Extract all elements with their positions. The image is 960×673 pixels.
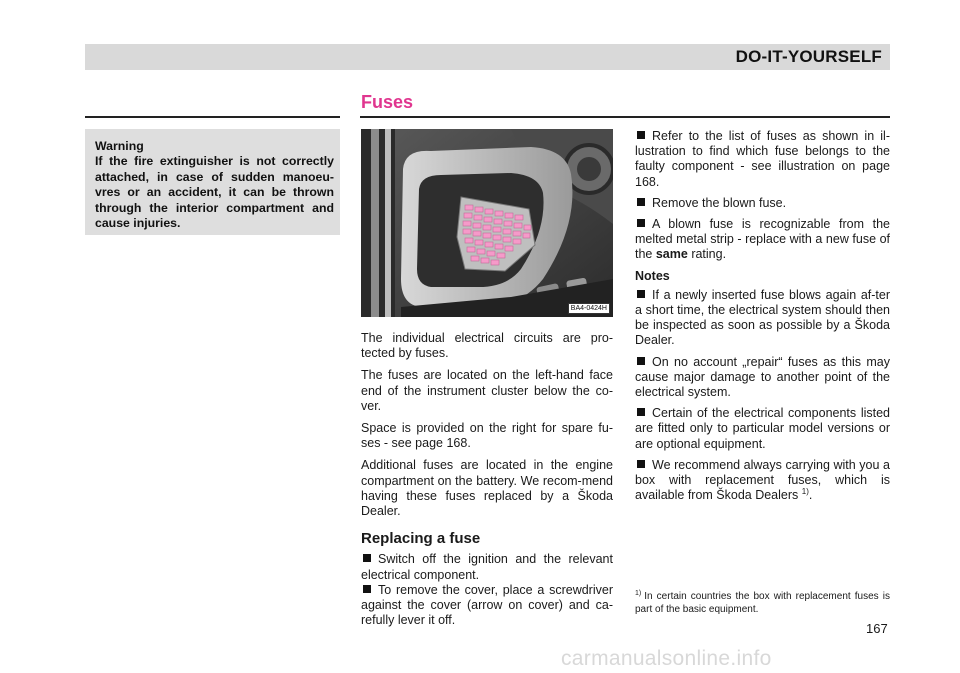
warning-text: If the fire extinguisher is not correctly attached, in case of sudden manoeu-vres or an accident, it can be thrown through the interior compartment and cause injuries. [95, 154, 334, 231]
list-item: Switch off the ignition and the relevant electrical component. [361, 552, 613, 582]
right-column [635, 129, 890, 509]
emphasis: same [655, 247, 688, 262]
square-bullet-icon [637, 219, 645, 227]
square-bullet-icon [637, 460, 645, 468]
warning-heading: Warning [95, 139, 144, 153]
fuse-box-illustration [361, 129, 613, 317]
square-bullet-icon [637, 198, 645, 206]
divider-right [360, 116, 890, 118]
replacing-heading: Replacing a fuse [361, 530, 481, 548]
divider-left [85, 116, 340, 118]
notes-heading: Notes [635, 268, 670, 283]
footnote-reference: 1) [801, 487, 809, 497]
footnote [635, 591, 890, 616]
square-bullet-icon [637, 408, 645, 416]
header-bar [85, 44, 890, 70]
page-number: 167 [866, 621, 888, 636]
footnote-mark: 1) [635, 589, 642, 597]
list-item: On no account „repair“ fuses as this may cause major damage to another point of the electrical system. [635, 354, 890, 400]
paragraph: Additional fuses are located in the engine compartment on the battery. We recom-mend having these fuses replaced by a Škoda Dealer. [361, 458, 613, 519]
square-bullet-icon [363, 554, 371, 562]
list-item: To remove the cover, place a screwdriver against the cover (arrow on cover) and ca-refully lever it off. [361, 582, 613, 628]
square-bullet-icon [637, 131, 645, 139]
square-bullet-icon [363, 585, 371, 593]
square-bullet-icon [637, 290, 645, 298]
list-item: Refer to the list of fuses as shown in il-lustration to find which fuse belongs to the faulty component - see illustration on page 168. [635, 129, 890, 189]
paragraph: The individual electrical circuits are pro-tected by fuses. [361, 331, 613, 361]
square-bullet-icon [637, 357, 645, 365]
list-item: If a newly inserted fuse blows again af-ter a short time, the electrical system should then be inspected as soon as possible by a Škoda Dealer. [635, 287, 890, 348]
list-item: Remove the blown fuse. [635, 196, 890, 211]
section-title: Fuses [361, 92, 414, 112]
paragraph: Space is provided on the right for spare fu-ses - see page 168. [361, 421, 613, 451]
footnote-text: In certain countries the box with replacement fuses is part of the basic equipment. [635, 591, 890, 615]
list-item: Certain of the electrical components listed are fitted only to particular model versions or are optional equipment. [635, 406, 890, 451]
warning-box [85, 129, 340, 235]
paragraph: The fuses are located on the left-hand face end of the instrument cluster below the co-ver. [361, 368, 613, 413]
watermark: carmanualsonline.info [561, 647, 772, 670]
list-item: We recommend always carrying with you a box with replacement fuses, which is available from Škoda Dealers $^{1)}$. [635, 457, 890, 503]
figure-code: BA4-0424H [568, 303, 610, 314]
list-item: A blown fuse is recognizable from the melted metal strip - replace with a new fuse of the same rating. [635, 217, 890, 262]
header-title: DO-IT-YOURSELF [735, 47, 882, 66]
fuse-box-drawing [361, 129, 613, 317]
middle-column [361, 331, 613, 634]
